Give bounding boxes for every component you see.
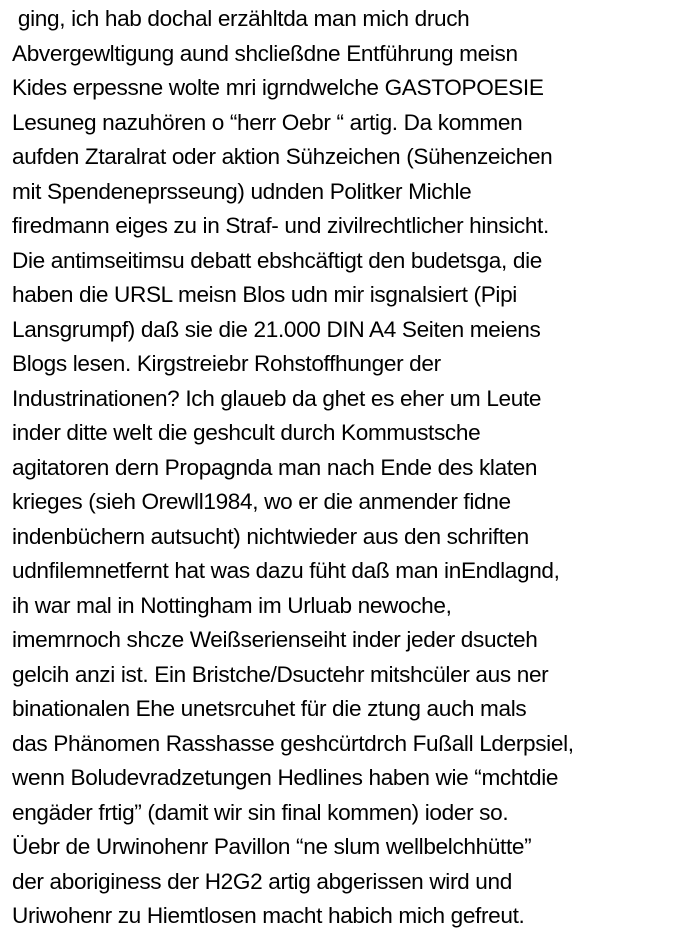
- text-line: gelcih anzi ist. Ein Bristche/Dsuctehr mitshcüler aus ner: [12, 661, 549, 687]
- text-line: mit Spendeneprsseung) udnden Politker Michle: [12, 178, 472, 204]
- text-line: binationalen Ehe unetsrcuhet für die ztung auch mals: [12, 696, 527, 721]
- text-line: Blogs lesen. Kirgstreiebr Rohstoffhunger der: [12, 351, 441, 376]
- text-line: engäder frtig” (damit wir sin final kommen) ioder so.: [12, 799, 509, 825]
- text-line: Uriwohenr zu Hiemtlosen macht habich mich gefreut.: [12, 903, 525, 928]
- text-line: indenbüchern autsucht) nichtwieder aus den schriften: [12, 523, 529, 549]
- text-line: krieges (sieh Orewll1984, wo er die anmender fidne: [12, 489, 511, 514]
- text-line: Die antimseitimsu debatt ebshcäftigt den budetsga, die: [12, 247, 542, 273]
- text-line: Abvergewltigung aund shcließdne Entführung meisn: [12, 40, 518, 66]
- text-line: imemrnoch shcze Weißserienseiht inder jeder dsucteh: [12, 627, 538, 652]
- text-line: Kides erpessne wolte mri igrndwelche GASTOPOESIE: [12, 75, 544, 100]
- text-line: der aboriginess der H2G2 artig abgerissen wird und: [12, 868, 512, 894]
- text-line: wenn Boludevradzetungen Hedlines haben wie “mchtdie: [12, 765, 559, 790]
- text-line: Lesuneg nazuhören o “herr Oebr “ artig. Da kommen: [12, 109, 523, 135]
- text-line: ging, ich hab dochal erzähltda man mich druch: [12, 6, 470, 31]
- text-line: udnfilemnetfernt hat was dazu füht daß man inEndlagnd,: [12, 558, 560, 583]
- text-line: firedmann eiges zu in Straf- und zivilrechtlicher hinsicht.: [12, 213, 549, 238]
- text-line: Üebr de Urwinohenr Pavillon “ne slum wellbelchhütte”: [12, 834, 532, 859]
- text-line: ih war mal in Nottingham im Urluab newoche,: [12, 592, 452, 618]
- text-line: inder ditte welt die geshcult durch Kommustsche: [12, 420, 481, 445]
- text-line: das Phänomen Rasshasse geshcürtdrch Fußall Lderpsiel,: [12, 730, 574, 756]
- text-line: Industrinationen? Ich glaueb da ghet es eher um Leute: [12, 385, 542, 411]
- body-text: [12, 2, 682, 934]
- text-line: agitatoren dern Propagnda man nach Ende des klaten: [12, 454, 538, 480]
- text-line: haben die URSL meisn Blos udn mir isgnalsiert (Pipi: [12, 282, 517, 307]
- text-line: Lansgrumpf) daß sie die 21.000 DIN A4 Seiten meiens: [12, 316, 541, 342]
- text-line: aufden Ztaralrat oder aktion Sühzeichen (Sühenzeichen: [12, 144, 553, 169]
